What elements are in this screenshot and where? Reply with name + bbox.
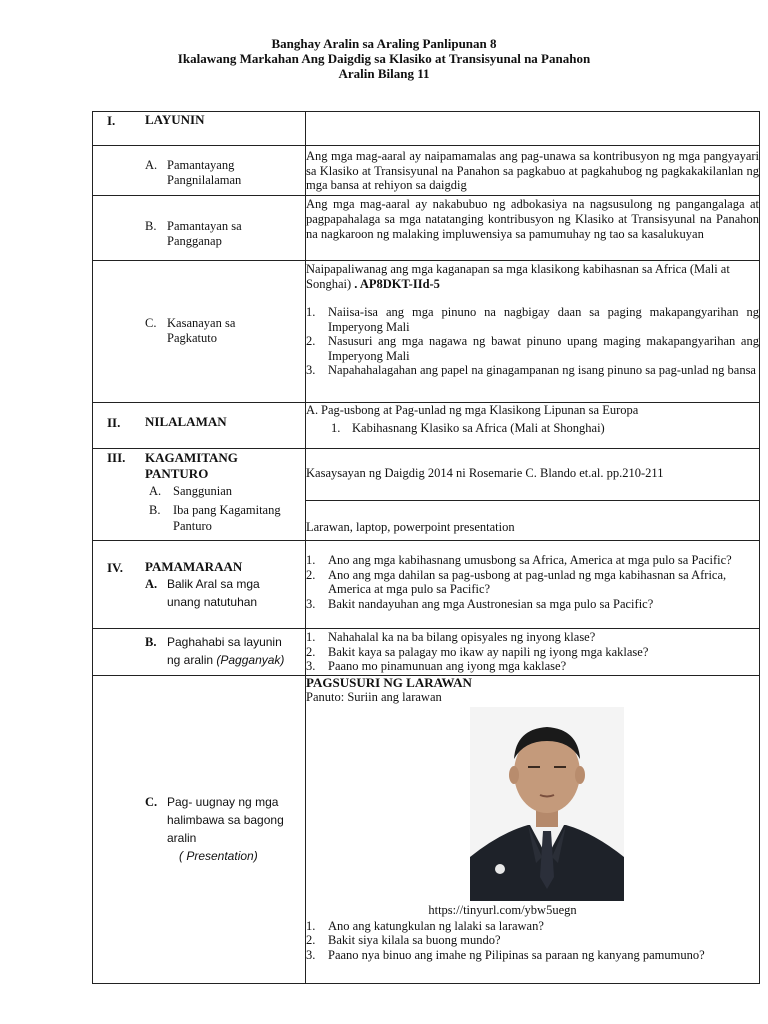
row-balik-aral	[93, 541, 760, 629]
item-text: Nahahalal ka na ba bilang opisyales ng inyong klase?	[328, 630, 596, 644]
label-cell	[93, 629, 306, 676]
label-cell	[93, 261, 306, 403]
item-label: Sanggunian	[173, 484, 233, 498]
item-text: Paano mo pinamunuan ang iyong mga kaklase?	[328, 659, 567, 673]
item-text: Bakit nandayuhan ang mga Austronesian sa mga pulo sa Pacific?	[328, 596, 654, 611]
label-cell	[93, 403, 306, 449]
item-label	[167, 652, 284, 668]
item-label: Pamantayan sa	[167, 219, 242, 233]
list-item	[306, 659, 759, 674]
label-italic: (Pagganyak)	[216, 653, 285, 667]
item-text: Ano ang katungkulan ng lalaki sa larawan?	[328, 918, 544, 933]
row-pag-uugnay	[93, 676, 760, 984]
item-number: 1.	[306, 630, 316, 644]
item-label: Paghahabi sa layunin	[167, 635, 282, 649]
item-letter: C.	[145, 795, 158, 809]
list-item	[306, 568, 759, 597]
questions-list	[306, 919, 759, 963]
label-cell	[93, 449, 306, 501]
label-cell	[93, 676, 306, 984]
header-line-2: Ikalawang Markahan Ang Daigdig sa Klasiko at Transisyunal na Panahon	[177, 51, 591, 66]
item-letter: A.	[306, 403, 319, 417]
image-source-url: https://tinyurl.com/ybw5uegn	[428, 903, 577, 917]
pag-uugnay-content	[306, 676, 760, 984]
item-label: Pangganap	[167, 234, 222, 248]
item-label: unang natutuhan	[167, 595, 258, 609]
item-label: Iba pang Kagamitang	[173, 502, 281, 517]
item-letter: B.	[149, 502, 161, 517]
pamantayan-sa-pagganap-text: Ang mga mag-aaral ay nakabubuo ng adbokasiya na nagsusulong ng pangangalaga at pagpapahalaga sa mga natatanging kontribusyon ng Klasiko at Transisyunal na Panahon na nagkaroon ng malaking impluwensiya sa pamumuhay ng tao sa kasalukuyan	[306, 196, 760, 261]
item-number: 3.	[306, 596, 316, 611]
portrait-photo	[470, 707, 624, 901]
sanggunian-text	[306, 449, 760, 501]
objectives-list	[306, 305, 759, 378]
item-label: Pangnilalaman	[167, 173, 242, 187]
item-number: 3.	[306, 363, 316, 377]
item-letter: A.	[145, 577, 158, 591]
row-layunin	[93, 112, 760, 146]
item-text: Ano ang mga kabihasnang umusbong sa Africa, America at mga pulo sa Pacific?	[328, 553, 732, 567]
competency-code: . AP8DKT-IId-5	[354, 276, 440, 291]
item-text: Nasusuri ang mga nagawa ng bawat pinuno upang maging makapangyarihan ang Imperyong Mali	[328, 334, 759, 363]
item-label: Balik Aral sa mga	[167, 577, 260, 591]
materials-text	[306, 501, 760, 541]
item-letter: A.	[145, 158, 158, 172]
activity-heading: PAGSUSURI NG LARAWAN	[306, 675, 472, 690]
item-label: Kasanayan sa	[167, 316, 236, 330]
item-letter: B.	[145, 219, 157, 233]
item-number: 1.	[331, 421, 341, 435]
item-number: 2.	[306, 334, 316, 348]
item-label: Pagkatuto	[167, 331, 217, 345]
label-cell	[93, 541, 306, 629]
item-number: 1.	[306, 305, 316, 319]
nilalaman-content	[306, 403, 760, 449]
section-number: I.	[107, 113, 116, 128]
item-label: Panturo	[173, 518, 212, 533]
header-line-1: Banghay Aralin sa Araling Panlipunan 8	[271, 36, 497, 51]
item-label: Pamantayang	[167, 158, 235, 172]
item-letter: C.	[145, 316, 157, 330]
list-item	[306, 334, 759, 363]
section-title: NILALAMAN	[145, 414, 227, 429]
subtopic	[306, 421, 759, 436]
section-title: PANTURO	[145, 466, 209, 481]
item-text: Bakit kaya sa palagay mo ikaw ay napili ng iyong mga kaklase?	[328, 644, 649, 659]
item-label: aralin	[167, 831, 197, 845]
row-iba-pang-kagamitan	[93, 501, 760, 541]
row-kagamitang-panturo	[93, 449, 760, 501]
item-label: Pag- uugnay ng mga	[167, 795, 279, 809]
materials-value: Larawan, laptop, powerpoint presentation	[306, 520, 515, 534]
list-item	[306, 948, 759, 963]
item-number: 3.	[306, 947, 316, 962]
list-item	[306, 933, 759, 948]
item-number: 2.	[306, 644, 316, 659]
row-nilalaman	[93, 403, 760, 449]
list-item	[306, 645, 759, 660]
paghahabi-content	[306, 629, 760, 676]
questions-list	[306, 553, 759, 611]
item-number: 2.	[306, 933, 316, 947]
balik-aral-content	[306, 541, 760, 629]
section-number: II.	[107, 415, 121, 430]
label-cell	[93, 196, 306, 261]
layunin-label-cell	[93, 112, 306, 146]
item-letter: A.	[149, 484, 162, 498]
item-number: 1.	[306, 553, 316, 567]
row-kasanayan-sa-pagkatuto	[93, 261, 760, 403]
competency-intro	[306, 262, 759, 291]
section-number: III.	[107, 450, 126, 465]
item-number: 3.	[306, 659, 316, 673]
reference-text: Kasaysayan ng Daigdig 2014 ni Rosemarie C. Blando et.al. pp.210-211	[306, 466, 664, 480]
item-letter: B.	[145, 635, 157, 649]
item-label: halimbawa sa bagong	[167, 813, 284, 827]
item-text: Bakit siya kilala sa buong mundo?	[328, 933, 501, 947]
item-number: 2.	[306, 567, 316, 582]
item-text: Paano nya binuo ang imahe ng Pilipinas sa paraan ng kanyang pamumuno?	[328, 947, 705, 962]
item-text: Napahahalagahan ang papel na ginagampanan ng isang pinuno sa pag-unlad ng bansa	[328, 363, 756, 377]
layunin-content-cell	[306, 112, 760, 146]
row-pamantayang-pangnilalaman	[93, 146, 760, 196]
list-item	[306, 919, 759, 934]
doc-header	[0, 36, 768, 81]
header-line-3: Aralin Bilang 11	[338, 66, 430, 81]
item-text: Ano ang mga dahilan sa pag-usbong at pag-unlad ng mga kabihasnan sa Africa, America at mga pulo sa Pacific?	[328, 567, 727, 596]
section-title: LAYUNIN	[145, 112, 205, 127]
section-number: IV.	[107, 560, 124, 575]
row-paghahabi	[93, 629, 760, 676]
list-item	[306, 630, 759, 645]
kasanayan-content	[306, 261, 760, 403]
lesson-plan-table	[92, 111, 760, 984]
item-label-italic: ( Presentation)	[179, 849, 258, 863]
list-item	[306, 597, 759, 612]
topic	[306, 403, 759, 418]
item-text: Naiisa-isa ang mga pinuno na nagbigay daan sa paging makapangyarihan ng Imperyong Mali	[328, 305, 759, 334]
label-cell	[93, 501, 306, 541]
list-item	[306, 553, 759, 568]
subtopic-text: Kabihasnang Klasiko sa Africa (Mali at Shonghai)	[352, 421, 605, 435]
item-number: 1.	[306, 918, 316, 933]
label-text: ng aralin	[167, 653, 214, 667]
section-title: PAMAMARAAN	[145, 559, 243, 574]
instruction-text: Panuto: Suriin ang larawan	[306, 690, 442, 704]
pamantayang-pangnilalaman-text: Ang mga mag-aaral ay naipamamalas ang pag-unawa sa kontribusyon ng mga pangyayari sa Klasiko at Transisyunal na Panahon sa pagkabuo at pagkahubog ng pagkakakilanlan ng mga bansa at rehiyon sa daigdig	[306, 146, 760, 196]
label-cell	[93, 146, 306, 196]
competency-text: Naipapaliwanag ang mga kaganapan sa mga klasikong kabihasnan sa Africa (Mali at Songhai)	[306, 262, 730, 291]
topic-text: Pag-usbong at Pag-unlad ng mga Klasikong Lipunan sa Europa	[321, 403, 639, 417]
questions-list	[306, 630, 759, 674]
list-item	[306, 305, 759, 334]
row-pamantayan-sa-pagganap	[93, 196, 760, 261]
list-item	[306, 363, 759, 378]
section-title: KAGAMITANG	[145, 450, 238, 465]
